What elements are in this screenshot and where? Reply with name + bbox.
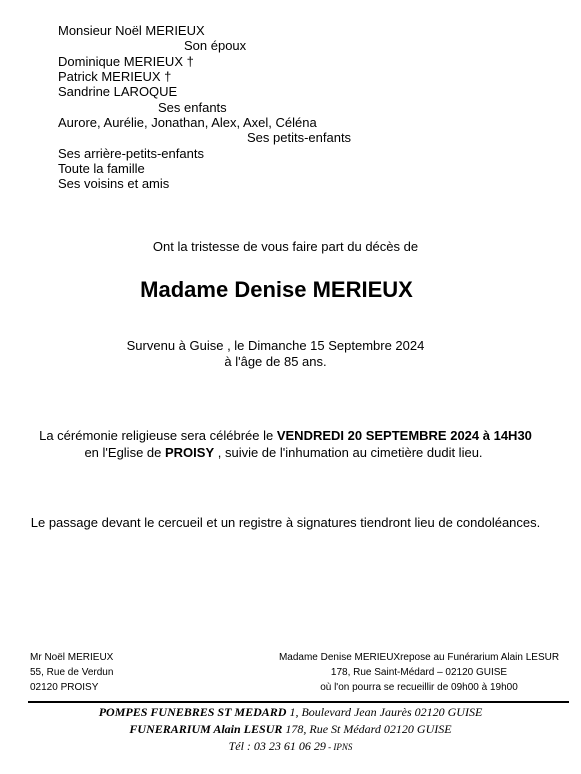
footer-ipns: - IPNS xyxy=(325,742,353,752)
child-name: Patrick MERIEUX † xyxy=(58,69,172,84)
age-line: à l'âge de 85 ans. xyxy=(224,354,327,369)
contact-right-line: Madame Denise MERIEUXrepose au Funérarium Alain LESUR xyxy=(278,652,560,663)
contact-left-street: 55, Rue de Verdun xyxy=(30,667,114,678)
death-date-line: Survenu à Guise , le Dimanche 15 Septembre 2024 xyxy=(126,338,425,353)
announcement-intro: Ont la tristesse de vous faire part du décès de xyxy=(152,239,419,254)
footer-line-3 xyxy=(0,739,581,754)
footer-funerarium: FUNERARIUM Alain LESUR xyxy=(129,722,283,736)
footer-address: 178, Rue St Médard 02120 GUISE xyxy=(282,722,452,736)
children-role: Ses enfants xyxy=(158,100,227,115)
footer-line-1 xyxy=(0,705,581,720)
ceremony-text: , suivie de l'inhumation au cimetière dudit lieu. xyxy=(214,445,483,460)
ceremony-line-2 xyxy=(0,445,581,460)
ceremony-place: PROISY xyxy=(165,445,215,460)
husband-role: Son époux xyxy=(184,38,247,53)
footer-line-2 xyxy=(0,722,581,737)
deceased-name: Madame Denise MERIEUX xyxy=(140,277,413,302)
ceremony-text: en l'Eglise de xyxy=(84,445,165,460)
footer-phone: Tél : 03 23 61 06 29 xyxy=(228,739,326,753)
footer-company: POMPES FUNEBRES ST MEDARD xyxy=(98,705,287,719)
contact-left-city: 02120 PROISY xyxy=(30,682,99,693)
ceremony-text: La cérémonie religieuse sera célébrée le xyxy=(39,428,277,443)
other-mourners: Ses voisins et amis xyxy=(58,176,170,191)
other-mourners: Ses arrière-petits-enfants xyxy=(58,146,204,161)
child-name: Dominique MERIEUX † xyxy=(58,54,194,69)
ceremony-date: VENDREDI 20 SEPTEMBRE 2024 à 14H30 xyxy=(276,428,532,443)
contact-right-address: 178, Rue Saint-Médard – 02120 GUISE xyxy=(330,667,508,678)
footer-divider xyxy=(28,701,569,703)
other-mourners: Toute la famille xyxy=(58,161,145,176)
husband-name: Monsieur Noël MERIEUX xyxy=(58,23,205,38)
child-name: Sandrine LAROQUE xyxy=(58,84,178,99)
footer-address: 1, Boulevard Jean Jaurès 02120 GUISE xyxy=(286,705,483,719)
contact-right-hours: où l'on pourra se recueillir de 09h00 à 19h00 xyxy=(320,682,518,693)
condolences-note: Le passage devant le cercueil et un registre à signatures tiendront lieu de condoléances. xyxy=(30,515,541,530)
ceremony-line-1 xyxy=(0,428,581,443)
grandchildren-role: Ses petits-enfants xyxy=(247,130,352,145)
contact-left-name: Mr Noël MERIEUX xyxy=(30,652,114,663)
grandchildren-names: Aurore, Aurélie, Jonathan, Alex, Axel, Céléna xyxy=(58,115,317,130)
